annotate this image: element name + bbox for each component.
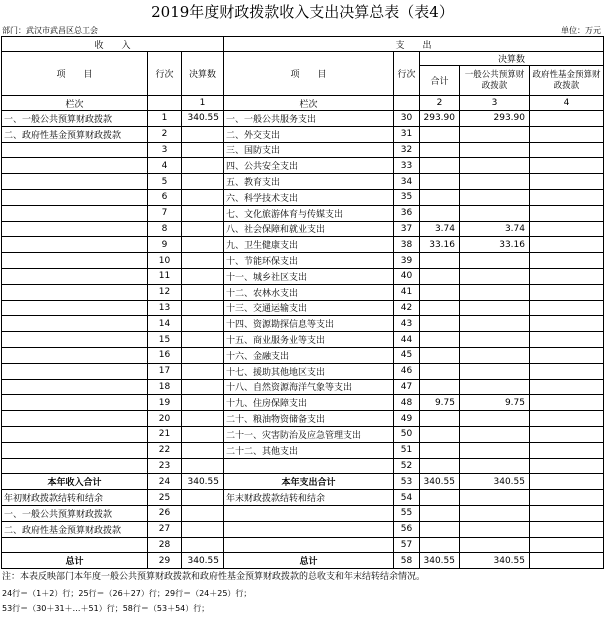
table-row (2, 126, 604, 142)
expense-item-header: 项 目 (224, 52, 394, 96)
income-row-number: 4 (148, 158, 182, 174)
expense-general-budget (460, 142, 530, 158)
note-line: 24行＝（1＋2）行；25行＝（26＋27）行；29行＝（24＋25）行； (2, 588, 252, 598)
table-row (2, 158, 604, 174)
page-title: 2019年度财政拨款收入支出决算总表（表4） (151, 3, 454, 21)
income-item-header: 项 目 (2, 52, 148, 96)
expense-gov-fund (530, 411, 604, 427)
expense-general-budget (460, 300, 530, 316)
expense-general-budget (460, 189, 530, 205)
expense-total (420, 347, 460, 363)
expense-general-budget (460, 363, 530, 379)
income-row-number: 17 (148, 363, 182, 379)
table-row (2, 332, 604, 348)
expense-general-budget: 3.74 (460, 221, 530, 237)
department-label: 部门：武汉市武昌区总工会 (2, 26, 98, 35)
table-row (2, 174, 604, 190)
expense-item: 二十二、其他支出 (224, 442, 394, 458)
income-amount (182, 363, 224, 379)
income-row-number: 28 (148, 537, 182, 553)
expense-gov-fund (530, 505, 604, 521)
income-amount (182, 142, 224, 158)
income-row-number: 26 (148, 505, 182, 521)
expense-total (420, 205, 460, 221)
expense-general-budget (460, 537, 530, 553)
expense-general-budget (460, 505, 530, 521)
income-amount (182, 158, 224, 174)
expense-row-number: 45 (394, 347, 420, 363)
income-amount (182, 521, 224, 537)
income-row-number: 15 (148, 332, 182, 348)
expense-general-budget (460, 316, 530, 332)
income-item: 总计 (2, 553, 148, 569)
expense-row-number: 34 (394, 174, 420, 190)
expense-general-budget (460, 521, 530, 537)
expense-total: 340.55 (420, 474, 460, 490)
income-row-number: 24 (148, 474, 182, 490)
income-item (2, 142, 148, 158)
expense-gov-fund (530, 537, 604, 553)
income-amount: 340.55 (182, 111, 224, 127)
expense-gov-fund (530, 379, 604, 395)
expense-gov-fund (530, 490, 604, 506)
expense-item: 九、卫生健康支出 (224, 237, 394, 253)
column-label-income: 栏次 (2, 96, 148, 111)
expense-gov-fund (530, 521, 604, 537)
income-item (2, 221, 148, 237)
income-amount (182, 458, 224, 474)
expense-item: 十七、援助其他地区支出 (224, 363, 394, 379)
expense-row-number: 56 (394, 521, 420, 537)
table-row (2, 442, 604, 458)
table-row (2, 253, 604, 269)
income-item (2, 316, 148, 332)
income-amount (182, 537, 224, 553)
expense-rowno-header: 行次 (394, 52, 420, 96)
income-item: 二、政府性基金预算财政拨款 (2, 126, 148, 142)
table-row (2, 490, 604, 506)
income-item: 二、政府性基金预算财政拨款 (2, 521, 148, 537)
expense-total (420, 268, 460, 284)
income-amount: 340.55 (182, 474, 224, 490)
expense-row-number: 51 (394, 442, 420, 458)
expense-item: 八、社会保障和就业支出 (224, 221, 394, 237)
general-budget-header: 一般公共预算财政拨款 (460, 66, 530, 96)
income-item (2, 253, 148, 269)
expense-total (420, 158, 460, 174)
income-row-number: 5 (148, 174, 182, 190)
table-row (2, 300, 604, 316)
expense-gov-fund (530, 268, 604, 284)
expense-total (420, 253, 460, 269)
expense-total: 3.74 (420, 221, 460, 237)
expense-total (420, 363, 460, 379)
income-row-number: 25 (148, 490, 182, 506)
expense-item: 本年支出合计 (224, 474, 394, 490)
income-item (2, 426, 148, 442)
income-row-number: 22 (148, 442, 182, 458)
note-line: 53行＝（30＋31＋…＋51）行；58行＝（53＋54）行； (2, 604, 210, 613)
expense-gov-fund (530, 300, 604, 316)
table-row (2, 505, 604, 521)
expense-total (420, 505, 460, 521)
expense-total (420, 316, 460, 332)
income-row-number: 27 (148, 521, 182, 537)
income-amount (182, 379, 224, 395)
expense-row-number: 57 (394, 537, 420, 553)
expense-row-number: 42 (394, 300, 420, 316)
expense-item: 二、外交支出 (224, 126, 394, 142)
expense-general-budget (460, 490, 530, 506)
expense-total (420, 126, 460, 142)
income-amount-header: 决算数 (182, 52, 224, 96)
expense-item: 二十一、灾害防治及应急管理支出 (224, 426, 394, 442)
income-amount (182, 442, 224, 458)
income-item (2, 205, 148, 221)
column-label-expense: 栏次 (224, 96, 394, 111)
expense-row-number: 52 (394, 458, 420, 474)
table-row (2, 111, 604, 127)
table-row (2, 347, 604, 363)
expense-item (224, 458, 394, 474)
income-amount (182, 490, 224, 506)
column-number: 1 (182, 96, 224, 111)
income-item (2, 395, 148, 411)
income-row-number: 10 (148, 253, 182, 269)
empty-cell (394, 96, 420, 111)
income-item: 一、一般公共预算财政拨款 (2, 111, 148, 127)
income-amount (182, 300, 224, 316)
income-row-number: 12 (148, 284, 182, 300)
expense-gov-fund (530, 553, 604, 569)
table-row (2, 284, 604, 300)
expense-item: 二十、粮油物资储备支出 (224, 411, 394, 427)
income-row-number: 29 (148, 553, 182, 569)
income-amount (182, 426, 224, 442)
income-amount (182, 205, 224, 221)
expense-item: 总计 (224, 553, 394, 569)
income-amount: 340.55 (182, 553, 224, 569)
table-row (2, 553, 604, 569)
expense-total (420, 426, 460, 442)
unit-label: 单位：万元 (561, 26, 601, 35)
expense-gov-fund (530, 347, 604, 363)
income-row-number: 6 (148, 189, 182, 205)
expense-total-header: 合计 (420, 66, 460, 96)
income-amount (182, 268, 224, 284)
income-row-number: 9 (148, 237, 182, 253)
income-item: 一、一般公共预算财政拨款 (2, 505, 148, 521)
income-amount (182, 174, 224, 190)
expense-item: 十八、自然资源海洋气象等支出 (224, 379, 394, 395)
income-item: 年初财政拨款结转和结余 (2, 490, 148, 506)
table-row (2, 521, 604, 537)
expense-row-number: 50 (394, 426, 420, 442)
expense-item: 十三、交通运输支出 (224, 300, 394, 316)
expense-row-number: 39 (394, 253, 420, 269)
expense-gov-fund (530, 189, 604, 205)
income-row-number: 20 (148, 411, 182, 427)
expense-gov-fund (530, 395, 604, 411)
expense-row-number: 58 (394, 553, 420, 569)
income-row-number: 3 (148, 142, 182, 158)
expense-gov-fund (530, 426, 604, 442)
income-amount (182, 316, 224, 332)
expense-total (420, 458, 460, 474)
expense-row-number: 36 (394, 205, 420, 221)
table-row (2, 379, 604, 395)
income-row-number: 7 (148, 205, 182, 221)
expense-row-number: 32 (394, 142, 420, 158)
expense-item: 一、一般公共服务支出 (224, 111, 394, 127)
expense-row-number: 37 (394, 221, 420, 237)
expense-total (420, 442, 460, 458)
income-row-number: 2 (148, 126, 182, 142)
income-item (2, 237, 148, 253)
expense-general-budget (460, 442, 530, 458)
income-item (2, 300, 148, 316)
income-item: 本年收入合计 (2, 474, 148, 490)
expense-general-budget (460, 126, 530, 142)
expense-total (420, 174, 460, 190)
column-number: 4 (530, 96, 604, 111)
expense-total (420, 411, 460, 427)
expense-row-number: 31 (394, 126, 420, 142)
column-number: 3 (460, 96, 530, 111)
income-item (2, 189, 148, 205)
expense-total (420, 332, 460, 348)
expense-item: 十二、农林水支出 (224, 284, 394, 300)
expense-row-number: 48 (394, 395, 420, 411)
expense-row-number: 43 (394, 316, 420, 332)
expense-item: 年末财政拨款结转和结余 (224, 490, 394, 506)
expense-row-number: 46 (394, 363, 420, 379)
expense-general-budget (460, 268, 530, 284)
income-item (2, 442, 148, 458)
notes (2, 570, 425, 617)
expense-total: 293.90 (420, 111, 460, 127)
expense-general-budget (460, 458, 530, 474)
expense-total (420, 142, 460, 158)
table-row (2, 411, 604, 427)
expense-item: 十五、商业服务业等支出 (224, 332, 394, 348)
gov-fund-header: 政府性基金预算财政拨款 (530, 66, 604, 96)
table-row (2, 237, 604, 253)
expense-item: 四、公共安全支出 (224, 158, 394, 174)
expense-row-number: 44 (394, 332, 420, 348)
expense-general-budget (460, 347, 530, 363)
income-row-number: 18 (148, 379, 182, 395)
table-row (2, 142, 604, 158)
income-amount (182, 189, 224, 205)
expense-row-number: 40 (394, 268, 420, 284)
table-body (2, 111, 604, 569)
income-amount (182, 237, 224, 253)
income-header: 收 入 (2, 37, 224, 52)
income-amount (182, 284, 224, 300)
expense-general-budget: 340.55 (460, 553, 530, 569)
expense-item: 十六、金融支出 (224, 347, 394, 363)
column-number: 2 (420, 96, 460, 111)
expense-general-budget (460, 205, 530, 221)
expense-gov-fund (530, 111, 604, 127)
expense-total: 9.75 (420, 395, 460, 411)
expense-total: 340.55 (420, 553, 460, 569)
income-item (2, 174, 148, 190)
expense-item: 六、科学技术支出 (224, 189, 394, 205)
expense-item (224, 521, 394, 537)
expense-gov-fund (530, 316, 604, 332)
expense-row-number: 35 (394, 189, 420, 205)
table-row (2, 395, 604, 411)
expense-general-budget (460, 284, 530, 300)
expense-gov-fund (530, 205, 604, 221)
expense-row-number: 55 (394, 505, 420, 521)
income-amount (182, 221, 224, 237)
expense-gov-fund (530, 174, 604, 190)
expense-general-budget (460, 426, 530, 442)
expense-general-budget (460, 158, 530, 174)
expense-total (420, 189, 460, 205)
expense-total (420, 284, 460, 300)
expense-item (224, 537, 394, 553)
income-row-number: 1 (148, 111, 182, 127)
expense-gov-fund (530, 237, 604, 253)
expense-item: 十九、住房保障支出 (224, 395, 394, 411)
table-row (2, 458, 604, 474)
income-amount (182, 253, 224, 269)
expense-general-budget: 33.16 (460, 237, 530, 253)
income-row-number: 19 (148, 395, 182, 411)
table-row (2, 205, 604, 221)
expense-total (420, 521, 460, 537)
table-row (2, 537, 604, 553)
income-item (2, 363, 148, 379)
empty-cell (148, 96, 182, 111)
income-amount (182, 126, 224, 142)
expense-total (420, 300, 460, 316)
income-item (2, 332, 148, 348)
income-amount (182, 411, 224, 427)
table-row (2, 363, 604, 379)
expense-gov-fund (530, 363, 604, 379)
expense-general-budget (460, 253, 530, 269)
expense-gov-fund (530, 142, 604, 158)
expense-row-number: 47 (394, 379, 420, 395)
expense-gov-fund (530, 458, 604, 474)
expense-general-budget: 9.75 (460, 395, 530, 411)
income-item (2, 458, 148, 474)
expense-total (420, 379, 460, 395)
income-item (2, 158, 148, 174)
income-amount (182, 332, 224, 348)
table-row (2, 268, 604, 284)
expense-general-budget: 293.90 (460, 111, 530, 127)
income-row-number: 16 (148, 347, 182, 363)
table-row (2, 221, 604, 237)
expense-row-number: 38 (394, 237, 420, 253)
expense-item: 三、国防支出 (224, 142, 394, 158)
expense-row-number: 54 (394, 490, 420, 506)
table-row (2, 474, 604, 490)
expense-gov-fund (530, 126, 604, 142)
table-header (2, 37, 604, 111)
expense-row-number: 33 (394, 158, 420, 174)
expense-item (224, 505, 394, 521)
table-row (2, 189, 604, 205)
expense-item: 十、节能环保支出 (224, 253, 394, 269)
expense-general-budget (460, 174, 530, 190)
expense-row-number: 41 (394, 284, 420, 300)
income-row-number: 21 (148, 426, 182, 442)
income-row-number: 11 (148, 268, 182, 284)
expense-general-budget (460, 379, 530, 395)
income-item (2, 268, 148, 284)
expense-row-number: 53 (394, 474, 420, 490)
income-item (2, 411, 148, 427)
expense-general-budget (460, 411, 530, 427)
expense-general-budget: 340.55 (460, 474, 530, 490)
expense-gov-fund (530, 474, 604, 490)
note-line: 注：本表反映部门本年度一般公共预算财政拨款和政府性基金预算财政拨款的总收支和年末结转结余情况。 (2, 572, 426, 582)
income-row-number: 13 (148, 300, 182, 316)
income-item (2, 347, 148, 363)
expense-gov-fund (530, 442, 604, 458)
income-item (2, 537, 148, 553)
expense-total (420, 537, 460, 553)
expense-total (420, 490, 460, 506)
income-amount (182, 505, 224, 521)
final-accounts-table (1, 36, 604, 569)
expense-row-number: 30 (394, 111, 420, 127)
expense-gov-fund (530, 158, 604, 174)
expense-gov-fund (530, 253, 604, 269)
expense-gov-fund (530, 284, 604, 300)
expense-item: 十四、资源勘探信息等支出 (224, 316, 394, 332)
table-row (2, 426, 604, 442)
income-item (2, 379, 148, 395)
income-row-number: 23 (148, 458, 182, 474)
expense-general-budget (460, 332, 530, 348)
income-amount (182, 395, 224, 411)
expense-item: 七、文化旅游体育与传媒支出 (224, 205, 394, 221)
expense-row-number: 49 (394, 411, 420, 427)
income-row-number: 14 (148, 316, 182, 332)
income-amount (182, 347, 224, 363)
expense-total: 33.16 (420, 237, 460, 253)
expense-item: 十一、城乡社区支出 (224, 268, 394, 284)
table-row (2, 316, 604, 332)
expense-gov-fund (530, 332, 604, 348)
income-row-number: 8 (148, 221, 182, 237)
expense-header: 支 出 (224, 37, 604, 52)
income-rowno-header: 行次 (148, 52, 182, 96)
expense-item: 五、教育支出 (224, 174, 394, 190)
expense-gov-fund (530, 221, 604, 237)
income-item (2, 284, 148, 300)
expense-amount-group-header: 决算数 (420, 52, 604, 66)
